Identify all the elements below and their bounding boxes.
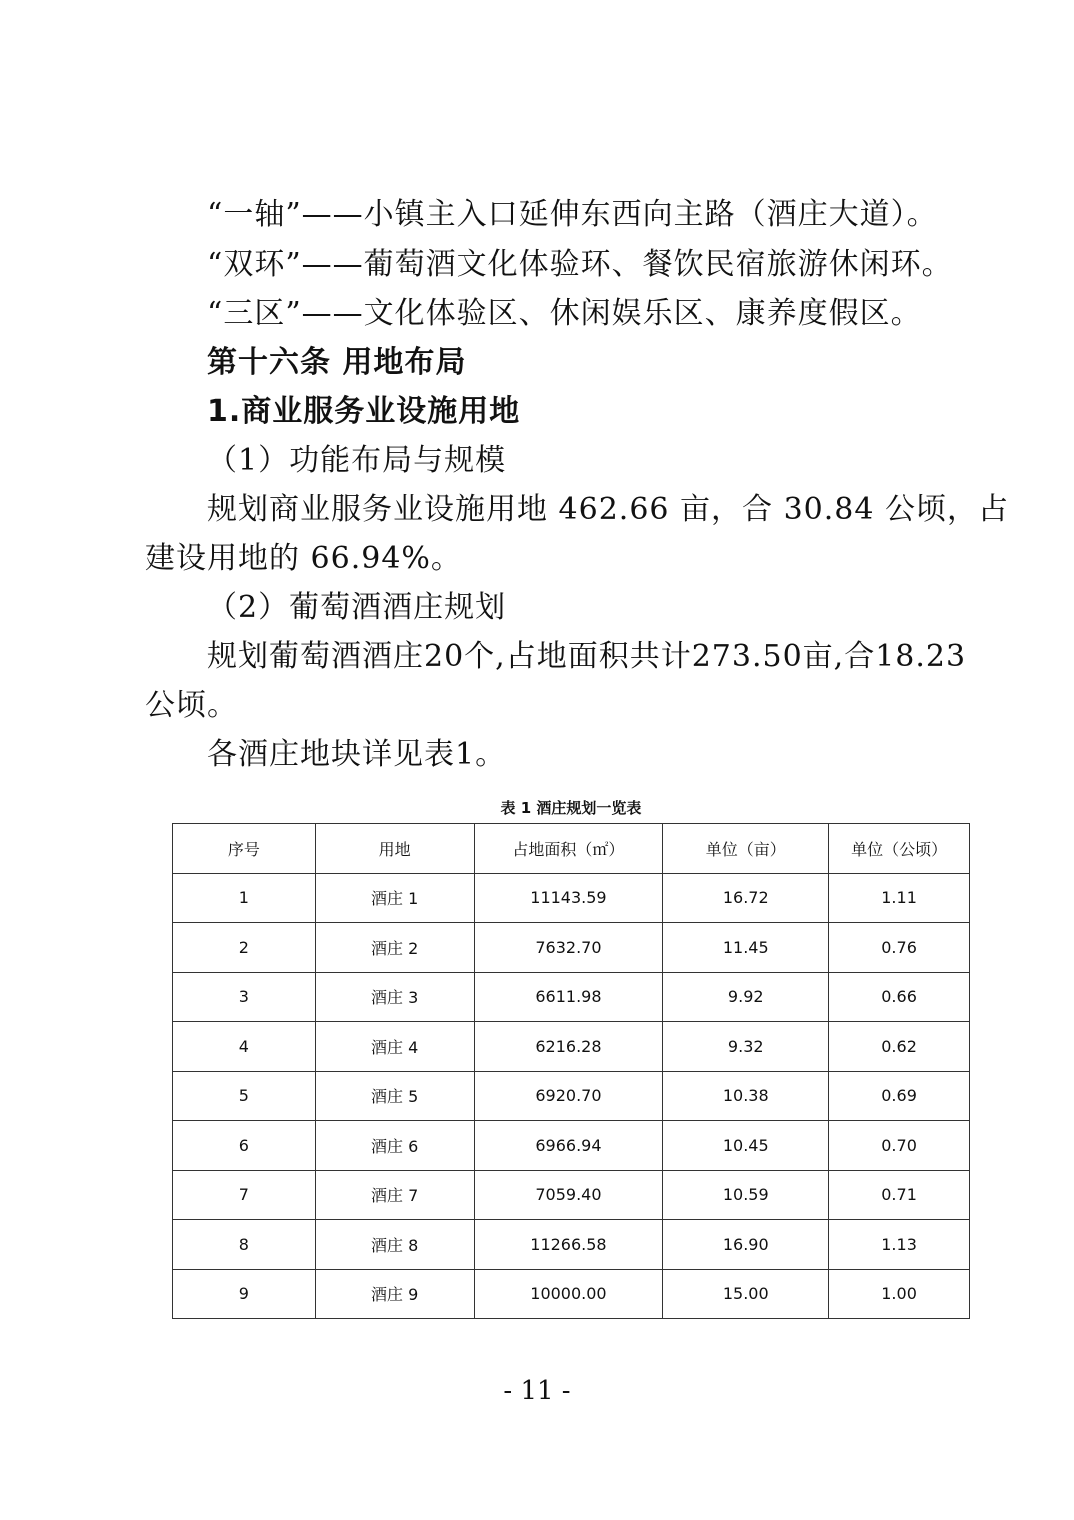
cell-index: 9 [173, 1269, 316, 1319]
paragraph-winery-count-cont: 公顷。 [145, 688, 238, 723]
table-row [173, 1071, 970, 1121]
header-index: 序号 [173, 824, 316, 874]
cell-land: 酒庄 7 [315, 1170, 474, 1220]
cell-index: 1 [173, 873, 316, 923]
header-area-mu: 单位（亩） [663, 824, 829, 874]
cell-area-sqm: 6966.94 [474, 1121, 663, 1171]
cell-area-mu: 10.38 [663, 1071, 829, 1121]
cell-land: 酒庄 9 [315, 1269, 474, 1319]
paragraph-table-reference: 各酒庄地块详见表1。 [207, 737, 507, 772]
header-area-hectare: 单位（公顷） [829, 824, 970, 874]
sub-heading-winery-plan: （2）葡萄酒酒庄规划 [207, 590, 507, 625]
paragraph-three-zones: “三区”——文化体验区、休闲娱乐区、康养度假区。 [207, 296, 922, 331]
cell-area-sqm: 11266.58 [474, 1220, 663, 1270]
sub-heading-layout-scale: （1）功能布局与规模 [207, 443, 507, 478]
cell-area-sqm: 7632.70 [474, 923, 663, 973]
cell-index: 6 [173, 1121, 316, 1171]
cell-index: 8 [173, 1220, 316, 1270]
cell-land: 酒庄 2 [315, 923, 474, 973]
cell-land: 酒庄 6 [315, 1121, 474, 1171]
table-caption: 表 1 酒庄规划一览表 [500, 799, 642, 817]
cell-area-hectare: 0.62 [829, 1022, 970, 1072]
paragraph-commercial-land: 规划商业服务业设施用地 462.66 亩，合 30.84 公顷，占 [207, 492, 1009, 527]
cell-land: 酒庄 4 [315, 1022, 474, 1072]
subsection-heading: 1.商业服务业设施用地 [207, 394, 521, 429]
cell-area-hectare: 1.13 [829, 1220, 970, 1270]
cell-area-mu: 9.92 [663, 972, 829, 1022]
cell-index: 7 [173, 1170, 316, 1220]
cell-area-sqm: 6216.28 [474, 1022, 663, 1072]
table-row [173, 1269, 970, 1319]
table-row [173, 1170, 970, 1220]
cell-area-hectare: 0.66 [829, 972, 970, 1022]
table-row [173, 972, 970, 1022]
cell-area-mu: 9.32 [663, 1022, 829, 1072]
cell-area-hectare: 1.00 [829, 1269, 970, 1319]
winery-table [172, 823, 970, 1319]
cell-area-mu: 10.59 [663, 1170, 829, 1220]
cell-area-hectare: 0.69 [829, 1071, 970, 1121]
cell-index: 3 [173, 972, 316, 1022]
cell-area-hectare: 1.11 [829, 873, 970, 923]
cell-index: 5 [173, 1071, 316, 1121]
cell-area-mu: 10.45 [663, 1121, 829, 1171]
cell-area-sqm: 6611.98 [474, 972, 663, 1022]
cell-area-mu: 16.90 [663, 1220, 829, 1270]
paragraph-commercial-land-cont: 建设用地的 66.94%。 [145, 541, 462, 576]
cell-land: 酒庄 3 [315, 972, 474, 1022]
cell-index: 4 [173, 1022, 316, 1072]
header-land: 用地 [315, 824, 474, 874]
cell-area-sqm: 6920.70 [474, 1071, 663, 1121]
cell-index: 2 [173, 923, 316, 973]
table-row [173, 1121, 970, 1171]
cell-area-mu: 16.72 [663, 873, 829, 923]
cell-area-hectare: 0.70 [829, 1121, 970, 1171]
cell-area-mu: 15.00 [663, 1269, 829, 1319]
cell-land: 酒庄 8 [315, 1220, 474, 1270]
cell-area-sqm: 7059.40 [474, 1170, 663, 1220]
cell-area-hectare: 0.71 [829, 1170, 970, 1220]
table-row [173, 1220, 970, 1270]
cell-land: 酒庄 5 [315, 1071, 474, 1121]
cell-area-mu: 11.45 [663, 923, 829, 973]
table-header-row [173, 824, 970, 874]
header-area-sqm: 占地面积（㎡） [474, 824, 663, 874]
paragraph-double-ring: “双环”——葡萄酒文化体验环、餐饮民宿旅游休闲环。 [207, 247, 953, 282]
table-row [173, 923, 970, 973]
cell-area-sqm: 11143.59 [474, 873, 663, 923]
page-number: - 11 - [503, 1376, 571, 1406]
paragraph-winery-count: 规划葡萄酒酒庄20个,占地面积共计273.50亩,合18.23 [207, 639, 967, 674]
cell-area-sqm: 10000.00 [474, 1269, 663, 1319]
cell-land: 酒庄 1 [315, 873, 474, 923]
table-row [173, 873, 970, 923]
table-row [173, 1022, 970, 1072]
cell-area-hectare: 0.76 [829, 923, 970, 973]
section-heading: 第十六条 用地布局 [207, 345, 467, 380]
paragraph-one-axis: “一轴”——小镇主入口延伸东西向主路（酒庄大道）。 [207, 197, 938, 232]
